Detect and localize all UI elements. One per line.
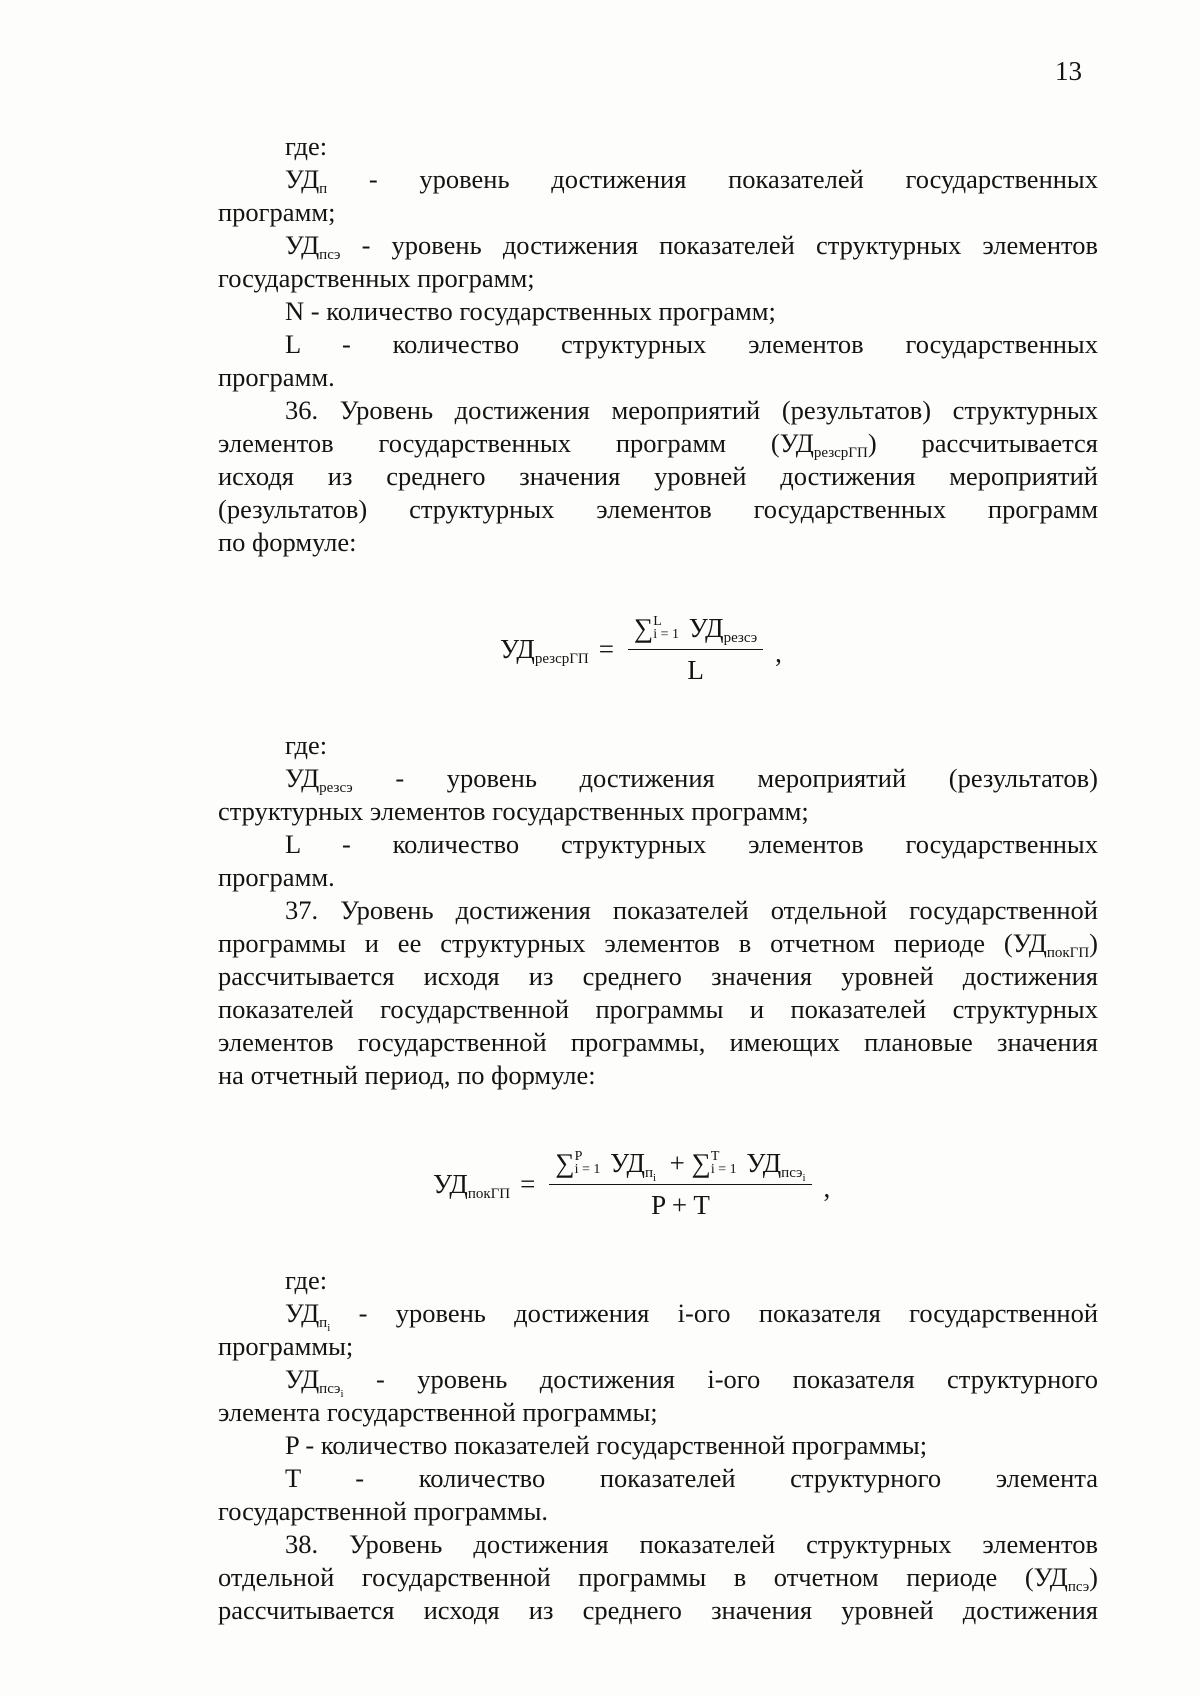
equals-sign: = xyxy=(598,633,614,664)
definition-line: $УД_{резсэ}$ - уровень достижения мероприятий (результатов) xyxy=(285,763,1099,796)
definition-line: $УД_{п_i}$ - уровень достижения i-ого показателя государственной xyxy=(285,1298,1098,1334)
where-label: где: xyxy=(285,131,328,161)
definition-line: $УД_{псэ_i}$ - уровень достижения i-ого показателя структурного xyxy=(285,1364,1099,1400)
definition-line: T - количество показателей структурного элемента xyxy=(285,1463,1098,1493)
fraction xyxy=(549,1147,811,1222)
definition-line: P - количество показателей государственной программы; xyxy=(285,1430,928,1460)
definition-line: L - количество структурных элементов государственных xyxy=(285,829,1098,859)
paragraph-36-line: по формуле: xyxy=(218,527,357,557)
formula-comma: , xyxy=(823,1172,831,1203)
formula-lhs: $УД_{покГП}$ xyxy=(433,1168,511,1202)
sum-sign: ∑ xyxy=(691,1147,711,1178)
formula-comma: , xyxy=(775,637,782,668)
paragraph-38-line: рассчитывается исходя из среднего значения уровней достижения xyxy=(218,1595,1098,1625)
where-label: где: xyxy=(285,730,328,760)
denominator: L xyxy=(687,654,704,685)
paragraph-37-line: элементов государственной программы, имеющих плановые значения xyxy=(218,1027,1098,1057)
page-number: 13 xyxy=(1055,56,1082,86)
paragraph-37-line: 37. Уровень достижения показателей отдельной государственной xyxy=(285,895,1098,925)
formula-average-results xyxy=(218,569,1098,729)
definition-line: N - количество государственных программ; xyxy=(285,296,776,326)
denominator: P + T xyxy=(651,1189,710,1220)
paragraph-37-line: рассчитывается исходя из среднего значения уровней достижения xyxy=(218,961,1098,991)
paragraph-38-line: отдельной государственной программы в отчетном периоде $(УД_{псэ})$ xyxy=(218,1562,1098,1595)
numerator: ∑ P i = 1 $УД_{п_i}$ + ∑ T i = 1 $УД_{псэ_i}$ xyxy=(549,1147,811,1185)
formula-indicator-achievement xyxy=(218,1104,1098,1264)
paragraph-37-line: на отчетный период, по формуле: xyxy=(218,1060,596,1090)
formula-lhs: $УД_{резсрГП}$ xyxy=(500,633,589,667)
paragraph-36-line: (результатов) структурных элементов государственных программ xyxy=(218,494,1098,524)
where-label: где: xyxy=(285,1265,328,1295)
definition-line: $УД_{псэ}$ - уровень достижения показателей структурных элементов xyxy=(285,230,1098,263)
fraction xyxy=(628,612,763,687)
definition-continuation: программ. xyxy=(218,362,335,392)
definition-continuation: программ; xyxy=(218,197,336,227)
paragraph-38-line: 38. Уровень достижения показателей структурных элементов xyxy=(285,1529,1098,1559)
equals-sign: = xyxy=(520,1168,536,1199)
sum-sign: ∑ xyxy=(555,1147,575,1178)
sum-sign: ∑ xyxy=(633,612,654,643)
numerator: ∑ L i = 1 $УД_{резсэ}$ xyxy=(628,612,763,650)
paragraph-36-line: исходя из среднего значения уровней достижения мероприятий xyxy=(218,461,1098,491)
paragraph-36-line: элементов государственных программ $(УД_{резсрГП})$ рассчитывается xyxy=(218,428,1098,461)
paragraph-36-line: 36. Уровень достижения мероприятий (результатов) структурных xyxy=(285,395,1098,425)
definition-line: $УД_п$ - уровень достижения показателей государственных xyxy=(285,164,1098,197)
definition-continuation: элемента государственной программы; xyxy=(218,1397,658,1427)
definition-continuation: структурных элементов государственных программ; xyxy=(218,796,809,826)
definition-continuation: программы; xyxy=(218,1331,354,1361)
paragraph-37-line: показателей государственной программы и показателей структурных xyxy=(218,994,1098,1024)
definition-continuation: программ. xyxy=(218,862,335,892)
document-body xyxy=(218,130,1098,1627)
definition-continuation: государственных программ; xyxy=(218,263,535,293)
definition-continuation: государственной программы. xyxy=(218,1496,549,1526)
paragraph-37-line: программы и ее структурных элементов в отчетном периоде $(УД_{покГП})$ xyxy=(218,928,1098,961)
definition-line: L - количество структурных элементов государственных xyxy=(285,329,1098,359)
